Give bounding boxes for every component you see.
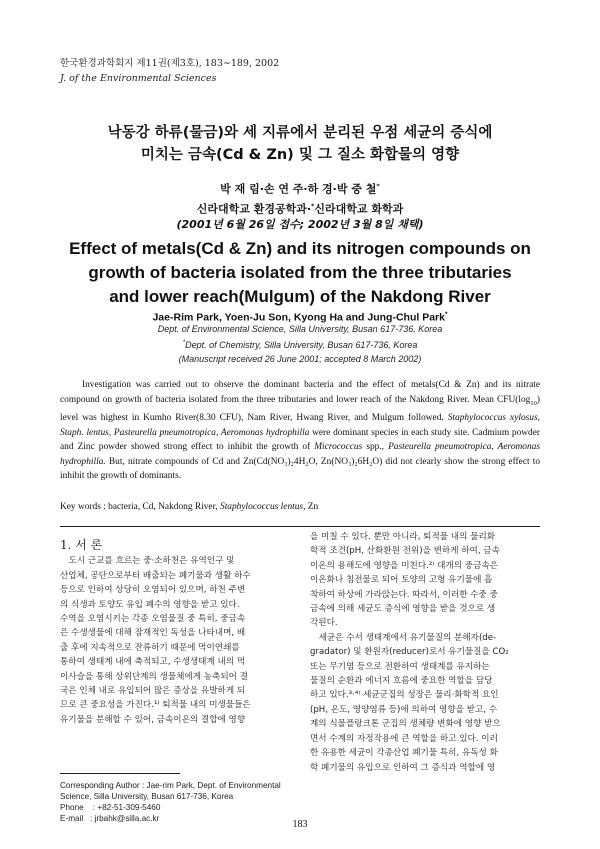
right-line: 면서 수계의 자정작용에 큰 역할을 하고 있다. 이러 <box>310 733 498 744</box>
left-line: 통하여 생태계 내에 축적되고, 수생생태계 내의 먹 <box>60 657 246 668</box>
manuscript-dates: (Manuscript received 26 June 2001; accepted 8 March 2002) <box>178 354 422 364</box>
english-title-line-2: growth of bacteria isolated from the three tributaries <box>88 263 512 282</box>
right-line: 이온의 용해도에 영향을 미친다.²⁾ 대개의 중금속은 <box>310 560 498 571</box>
intro-left-column <box>60 538 296 727</box>
korean-dates: (2001년 6월 26일 접수; 2002년 3월 8일 채택) <box>176 218 424 232</box>
right-line: (pH, 온도, 영양염류 등)에 의하여 영향을 받고, 수 <box>310 704 498 715</box>
right-line: 계의 식물플랑크톤 군집의 생체량 변화에 영향 받으 <box>310 719 501 730</box>
right-line: gradator) 및 환원자(reducer)로서 유기물질을 CO₂ <box>310 647 509 658</box>
journal-citation-kr: 한국환경과학회지 제11권(제3호), 183∼189, 2002 <box>60 58 280 69</box>
korean-affiliation: 신라대학교 환경공학과·*신라대학교 화학과 <box>196 201 404 216</box>
corresponding-author-note: Corresponding Author : Jae-rim Park, Dept. of Environmental Science, Silla University, Busan 617-736, Korea Phone : +82-51-309-5460 E-mail : jrbahk@silla.ac.kr <box>60 781 281 823</box>
section-heading: 1. 서 론 <box>60 538 103 552</box>
korean-title <box>40 122 560 166</box>
right-line: 하고 있다.³·⁴⁾ 세균군집의 성장은 물리·화학적 요인 <box>310 690 499 701</box>
left-line: 출 후에 지속적으로 잔류하기 때문에 먹이연쇄를 <box>60 642 240 653</box>
right-line: 금속에 의해 세균도 증식에 영향을 받을 것으로 생 <box>310 604 496 615</box>
left-line: 국은 인체 내로 유입되어 많은 증상을 유발하게 되 <box>60 686 246 697</box>
korean-title-line-2: 미치는 금속(Cd & Zn) 및 그 질소 화합물의 영향 <box>140 147 460 163</box>
abstract-paragraph: Investigation was carried out to observe the dominant bacteria and the effect of metals(Cd & Zn) and its nitrate compound on growth of bacteria isolated from the three tributaries and lower reach of the Nakdong River. Mean $CFU(\log_{10})$ level was highest in Kumho River(8.30 CFU), Nam River, Hwang River, and Mulgum followed. Staphylococcus xylosus, Staph. lentus, Pasteurella pneumotropica, Aeromonas hydrophilla were dominant species in each study site. Cadmium powder and Zinc powder showed strong effect to inhibit the growth of Micrococcus spp., Pasteurella pneumotropica, Aeromonas hydrophilla. But, nitrate compounds of Cd and Zn(Cd(NO₃)₂4H₂O, Zn(NO₃)₂6H₂O) did not clearly show the strong effect to inhibit the growth of dominants. <box>60 380 541 482</box>
left-line: 의 식생과 토양도 유입 폐수의 영향을 받고 있다. <box>60 599 240 610</box>
left-line: 등으로 인하여 상당히 오염되어 있으며, 하천 주변 <box>60 585 246 596</box>
left-line: 수역을 오염시키는 각종 오염물질 중 특히, 중금속 <box>60 614 246 625</box>
english-title-line-3: and lower reach(Mulgum) of the Nakdong River <box>109 287 491 306</box>
right-line: 학적 조건(pH, 산화환원 전위)을 변하게 하여, 금속 <box>310 546 500 557</box>
english-title <box>40 237 560 309</box>
page-number: 183 <box>292 819 308 830</box>
right-line: 이온화나 침전물로 되어 토양의 고형 유기물에 흡 <box>310 575 493 586</box>
journal-header <box>60 56 279 86</box>
korean-author-names: 박 재 림·손 연 주·하 경·박 중 철* <box>220 182 380 196</box>
journal-name-en: J. of the Environmental Sciences <box>60 73 217 84</box>
right-line: 세균은 수서 생태계에서 유기물질의 분해자(de- <box>310 632 497 643</box>
affiliation-1: Dept. of Environmental Science, Silla University, Busan 617-736, Korea <box>157 324 443 334</box>
intro-right-text <box>310 530 546 775</box>
right-line: 착하여 하상에 가라앉는다. 따라서, 이러한 수중 중 <box>310 589 498 600</box>
left-line: 므로 큰 중요성을 가진다.¹⁾ 퇴적물 내의 미생물들은 <box>60 700 251 711</box>
right-line: 을 미칠 수 있다. 뿐만 아니라, 퇴적물 내의 물리화 <box>310 532 496 542</box>
left-line: 이사슬을 통해 상위단계의 생물체에게 농축되어 결 <box>60 671 248 682</box>
left-line: 은 수생생물에 대해 잠재적인 독성을 나타내며, 배 <box>60 628 246 639</box>
right-line: 물질의 순환과 에너지 흐름에 중요한 역할을 담당 <box>310 676 493 687</box>
keywords: Key words : bacteria, Cd, Nakdong River, Staphylococcus lentus, Zn <box>60 502 319 512</box>
left-line: 산업체, 공단으로부터 배출되는 폐기물과 생활 하수 <box>60 570 251 581</box>
left-line: 유기물을 분해할 수 있어, 금속이온의 결합에 영향 <box>60 714 246 725</box>
right-line: 또는 무기염 등으로 전환하여 생태계를 유지하는 <box>310 661 490 672</box>
intro-right-column <box>310 530 546 775</box>
english-affiliations <box>40 322 560 366</box>
left-line: 도시 근교를 흐르는 중·소하천은 유역인구 및 <box>60 556 235 567</box>
footnote-rule <box>60 773 180 774</box>
right-line: 각된다. <box>310 618 338 629</box>
right-line: 학 폐기물의 유입으로 인하여 그 증식과 역할에 영 <box>310 762 496 773</box>
section-divider <box>60 526 540 527</box>
intro-left-text <box>60 554 296 727</box>
right-line: 한 유용한 세균이 각종산업 폐기물 특히, 유독성 화 <box>310 748 498 759</box>
english-title-line-1: Effect of metals(Cd & Zn) and its nitrogen compounds on <box>69 239 531 258</box>
korean-title-line-1: 낙동강 하류(물금)와 세 지류에서 분리된 우점 세균의 증식에 <box>107 125 493 141</box>
affiliation-2: *Dept. of Chemistry, Silla University, Busan 617-736, Korea <box>182 339 418 350</box>
korean-authors-block <box>40 178 560 233</box>
english-author-names: Jae-Rim Park, Yoen-Ju Son, Kyong Ha and Jung-Chul Park* <box>152 311 448 324</box>
abstract <box>60 378 540 484</box>
keywords-label: Key words : <box>60 502 106 512</box>
